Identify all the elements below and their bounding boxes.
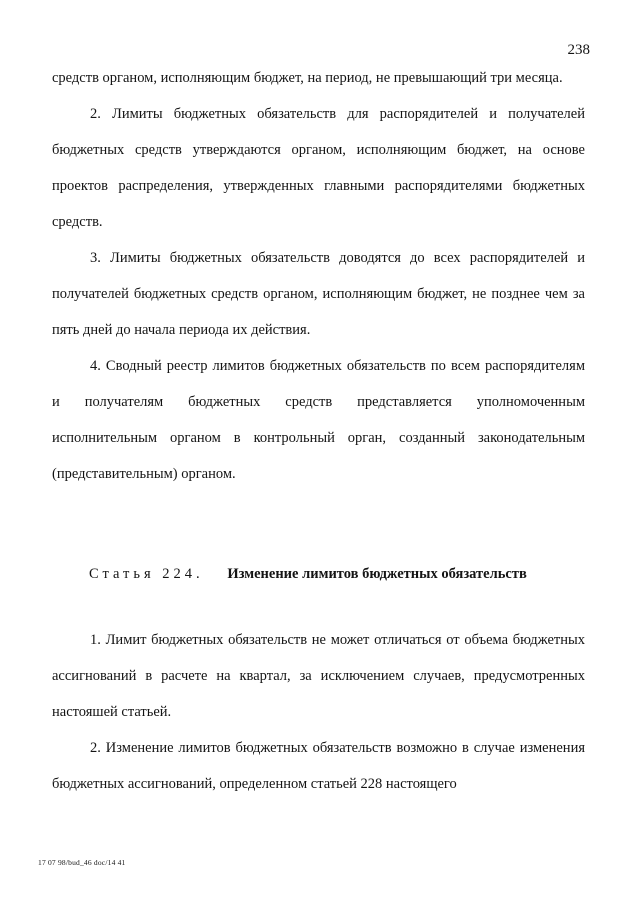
- article-paragraph-1: 1. Лимит бюджетных обязательств не может отличаться от объема бюджетных ассигнований в расчете на квартал, за исключением случаев, предусмотренных настояшей статьей.: [52, 632, 585, 720]
- body-text-top: [52, 60, 585, 492]
- paragraph-2: 2. Лимиты бюджетных обязательств для распорядителей и получателей бюджетных средств утверждаются органом, исполняющим бюджет, на основе проектов распределения, утвержденных главными распорядителями бюджетных средств.: [52, 106, 585, 230]
- body-text-bottom: [52, 622, 585, 802]
- page-number: 238: [567, 42, 590, 58]
- file-footer: 17 07 98/bud_46 doc/14 41: [38, 858, 126, 867]
- paragraph-continuation: средств органом, исполняющим бюджет, на период, не превышающий три месяца.: [52, 70, 563, 86]
- article-title: Изменение лимитов бюджетных обязательств: [227, 566, 527, 582]
- article-paragraph-2: 2. Изменение лимитов бюджетных обязательств возможно в случае изменения бюджетных ассигнований, определенном статьей 228 настоящего: [52, 740, 585, 792]
- article-label: Статья 224.: [89, 566, 204, 582]
- paragraph-4: 4. Сводный реестр лимитов бюджетных обязательств по всем распорядителям и получателям бюджетных средств представляется уполномоченным исполнительным органом в контрольный орган, созданный законодательным (представительным) органом.: [52, 358, 585, 482]
- article-heading: [89, 556, 589, 592]
- paragraph-3: 3. Лимиты бюджетных обязательств доводятся до всех распорядителей и получателей бюджетных средств органом, исполняющим бюджет, не позднее чем за пять дней до начала периода их действия.: [52, 250, 585, 338]
